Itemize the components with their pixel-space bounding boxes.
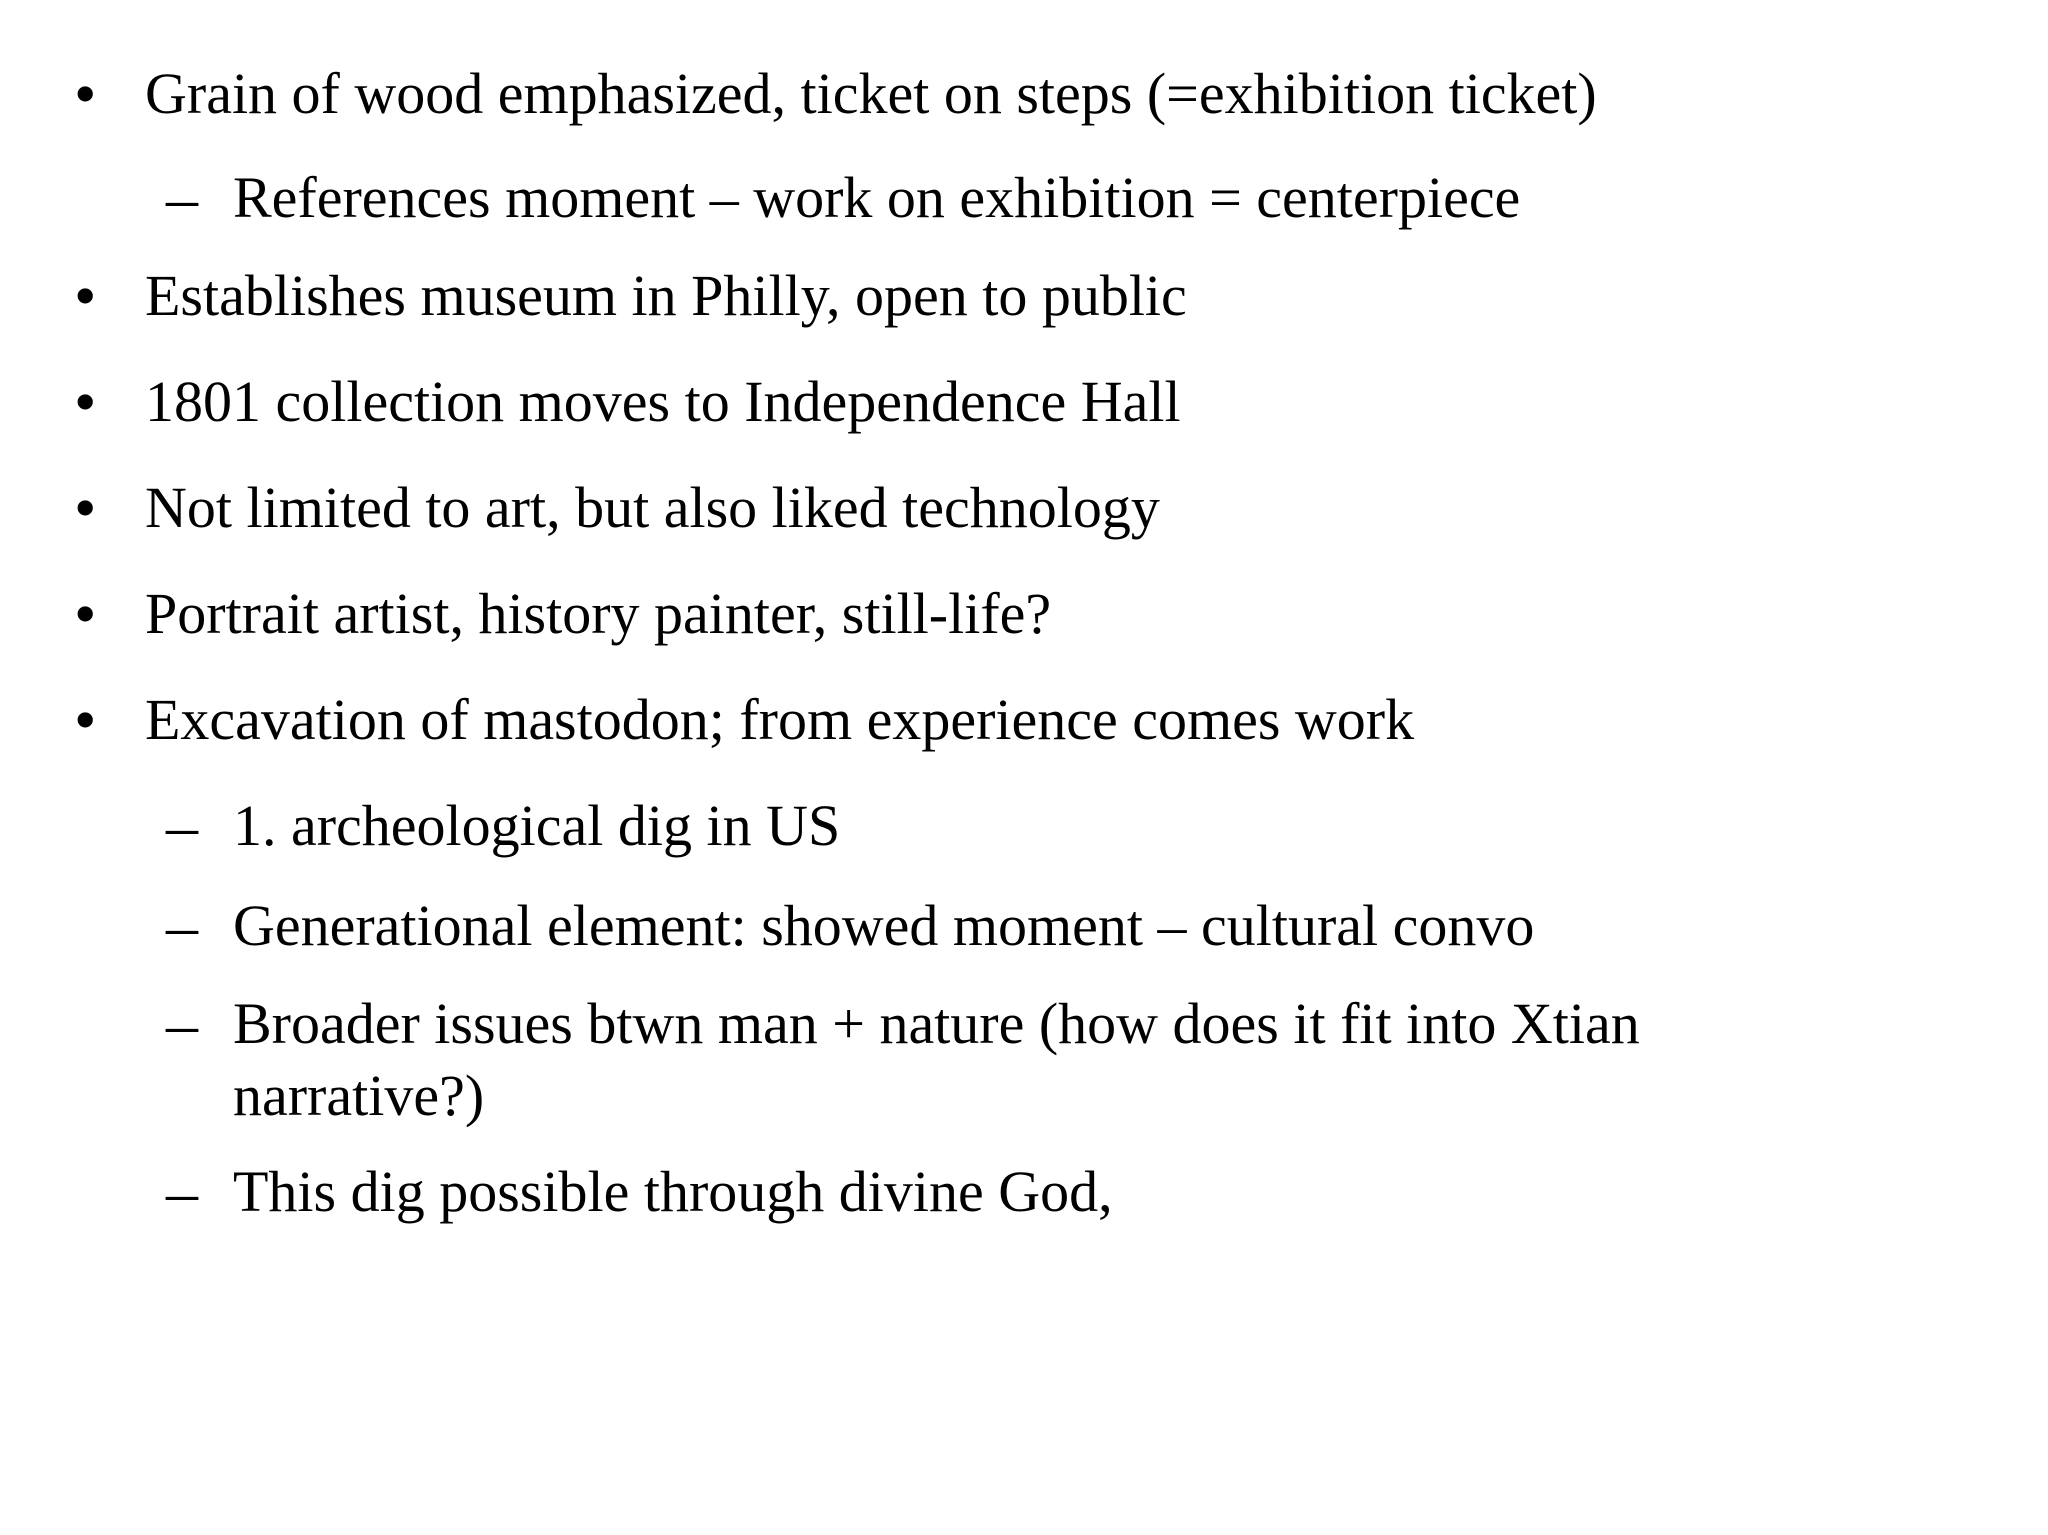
sub-bullet-text: Broader issues btwn man + nature (how does it fit into Xtian narrative?) xyxy=(233,991,1640,1128)
bullet-text: Grain of wood emphasized, ticket on steps (=exhibition ticket) xyxy=(145,61,1597,126)
dash-marker: – xyxy=(166,988,198,1059)
bullet-marker: • xyxy=(74,472,97,543)
bullet-text: Excavation of mastodon; from experience comes work xyxy=(145,687,1415,752)
sub-bullet-text: References moment – work on exhibition = centerpiece xyxy=(233,165,1521,230)
sub-bullet-text: 1. archeological dig in US xyxy=(233,793,841,858)
dash-marker: – xyxy=(166,1156,198,1227)
bullet-text: 1801 collection moves to Independence Hall xyxy=(145,369,1181,434)
dash-marker: – xyxy=(166,890,198,961)
bullet-text: Portrait artist, history painter, still-life? xyxy=(145,581,1052,646)
bullet-marker: • xyxy=(74,58,97,129)
bullet-marker: • xyxy=(74,684,97,755)
bullet-text: Establishes museum in Philly, open to public xyxy=(145,263,1187,328)
dash-marker: – xyxy=(166,790,198,861)
bullet-marker: • xyxy=(74,366,97,437)
bullet-text: Not limited to art, but also liked technology xyxy=(145,475,1160,540)
dash-marker: – xyxy=(166,162,198,233)
bullet-marker: • xyxy=(74,260,97,331)
bullet-marker: • xyxy=(74,578,97,649)
sub-bullet-text: Generational element: showed moment – cultural convo xyxy=(233,893,1535,958)
sub-bullet-text: This dig possible through divine God, xyxy=(233,1159,1113,1224)
